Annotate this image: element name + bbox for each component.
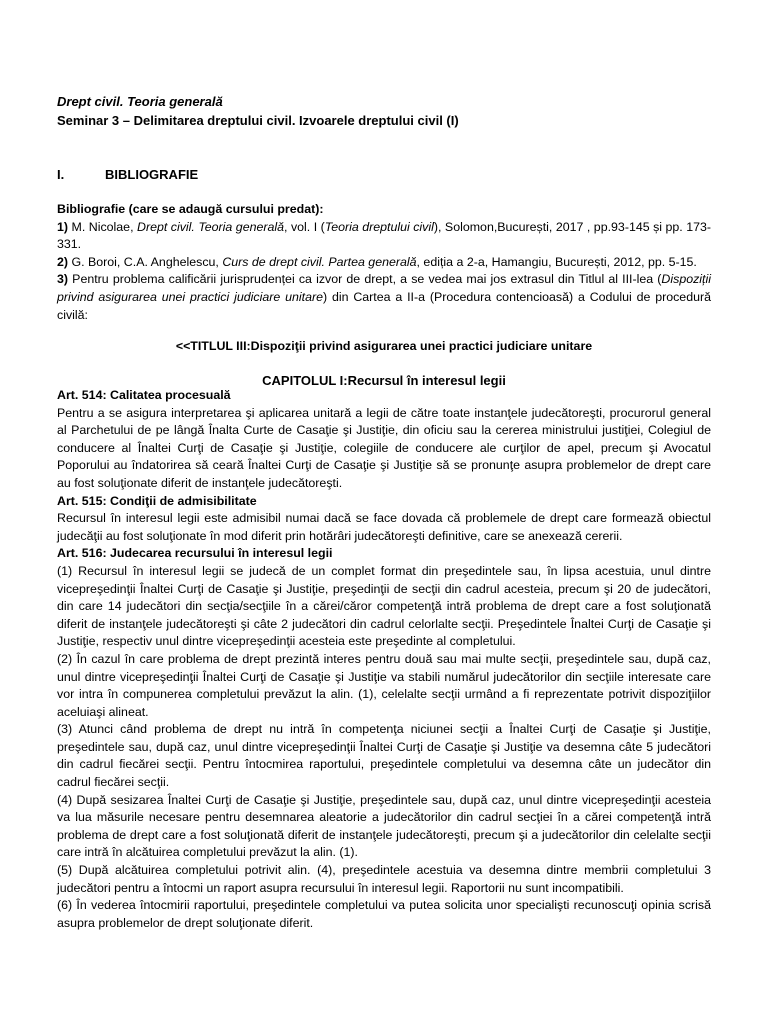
article-paragraph: (6) În vederea întocmirii raportului, preşedintele completului va putea solicita unor specialişti recunoscuţi opinia scrisă asupra problemelor de drept soluţionate diferit.	[57, 898, 711, 930]
section-number: I.	[57, 167, 65, 182]
bibliography-item: 2) G. Boroi, C.A. Anghelescu, Curs de drept civil. Partea generală, ediția a 2-a, Hamangiu, București, 2012, pp. 5-15.	[57, 254, 697, 269]
capitol-heading: CAPITOLUL I:Recursul în interesul legii	[262, 373, 506, 388]
articles	[57, 387, 711, 932]
section-heading	[57, 166, 198, 184]
article-paragraph: Pentru a se asigura interpretarea şi aplicarea unitară a legii de către toate instanţele judecătoreşti, procurorul general al Parchetului de pe lângă Înalta Curte de Casaţie şi Justiţie, din oficiu sau la cererea ministrului justiţiei, Colegiul de conducere al Înaltei Curţi de Casaţie şi Justiţie, colegiile de conducere ale curţilor de apel, precum şi Avocatul Poporului au îndatorirea să ceară Înaltei Curţi de Casaţie şi Justiţie să se pronunţe asupra problemelor de drept care au fost soluţionate diferit de instanţele judecătoreşti.	[57, 405, 711, 490]
article-paragraph: (4) După sesizarea Înaltei Curţi de Casaţie şi Justiţie, preşedintele sau, după caz, unul dintre vicepreşedinţii acesteia va lua măsurile necesare pentru desemnarea aleatorie a judecătorilor din cadrul secţiei în a cărei competenţă intră problema de drept care a fost soluţionată diferit de instanţele judecătoreşti, precum şi a judecătorilor din celelalte secţii care intră în alcătuirea completului prevăzut la alin. (1).	[57, 792, 711, 860]
article-paragraph: (1) Recursul în interesul legii se judecă de un complet format din preşedintele sau, în lipsa acestuia, unul dintre vicepreşedinţii Înaltei Curţi de Casaţie şi Justiţie, preşedinţii de secţii din cadrul acesteia, precum şi 20 de judecători, din care 14 judecători din secţia/secţiile în a cărei/căror competenţă intră problema de drept care a fost soluţionată diferit de instanţele judecătoreşti şi câte 2 judecători din cadrul celorlalte secţii. Preşedintele Înaltei Curţi de Casaţie şi Justiţie, respectiv unul dintre vicepreşedinţii acesteia este preşedinte al completului.	[57, 563, 711, 649]
bibliography-item: 1) M. Nicolae, Drept civil. Teoria generală, vol. I (Teoria dreptului civil), Solomon,București, 2017 , pp.93-145 și pp. 173-331.	[57, 219, 712, 252]
article-heading: Art. 514: Calitatea procesuală	[57, 388, 231, 402]
bibliography	[57, 201, 711, 324]
article-paragraph: (3) Atunci când problema de drept nu intră în competenţa niciunei secţii a Înaltei Curţi de Casaţie şi Justiţie, preşedintele sau, după caz, unul dintre vicepreşedinţii Înaltei Curţi de Casaţie şi Justiţie va desemna câte 5 judecători din cadrul fiecărei secţii. Pentru întocmirea raportului, preşedintele completului va desemna câte un judecător din cadrul fiecărei secţii.	[57, 722, 711, 790]
bibliography-item: 3) Pentru problema calificării jurisprudenței ca izvor de drept, a se vedea mai jos extrasul din Titlul al III-lea (Dispoziții privind asigurarea unei practici judiciare unitare) din Cartea a II-a (Procedura contencioasă) a Codului de procedură civilă:	[57, 272, 711, 322]
article-heading: Art. 516: Judecarea recursului în interesul legii	[57, 546, 333, 561]
article-paragraph: (2) În cazul în care problema de drept prezintă interes pentru două sau mai multe secţii, preşedintele sau, după caz, unul dintre vicepreşedinţii Înaltei Curţi de Casaţie şi Justiţie va stabili numărul judecătorilor din secţiile interesate care vor intra în compunerea completului prevăzut la alin. (1), celelalte secţii urmând a fi reprezentate potrivit dispoziţiilor aceluiaşi alineat.	[57, 651, 711, 719]
titlu-heading: <<TITLUL III:Dispoziţii privind asigurarea unei practici judiciare unitare	[175, 339, 593, 353]
document-title: Drept civil. Teoria generală	[57, 94, 223, 109]
article-paragraph: (5) După alcătuirea completului potrivit alin. (4), preşedintele acestuia va desemna dintre membrii completului 3 judecători pentru a întocmi un raport asupra recursului în interesul legii. Raportorii nu sunt incompatibili.	[57, 863, 711, 895]
document-subtitle: Seminar 3 – Delimitarea dreptului civil. Izvoarele dreptului civil (I)	[57, 113, 459, 128]
article-paragraph: Recursul în interesul legii este admisibil numai dacă se face dovada că problemele de drept care formează obiectul judecăţii au fost soluţionate în mod diferit prin hotărâri judecătoreşti definitive, care se anexează cererii.	[57, 511, 711, 543]
section-label: BIBLIOGRAFIE	[105, 167, 199, 182]
bibliography-heading: Bibliografie (care se adaugă cursului predat):	[57, 202, 324, 216]
article-heading: Art. 515: Condiţii de admisibilitate	[57, 493, 257, 508]
